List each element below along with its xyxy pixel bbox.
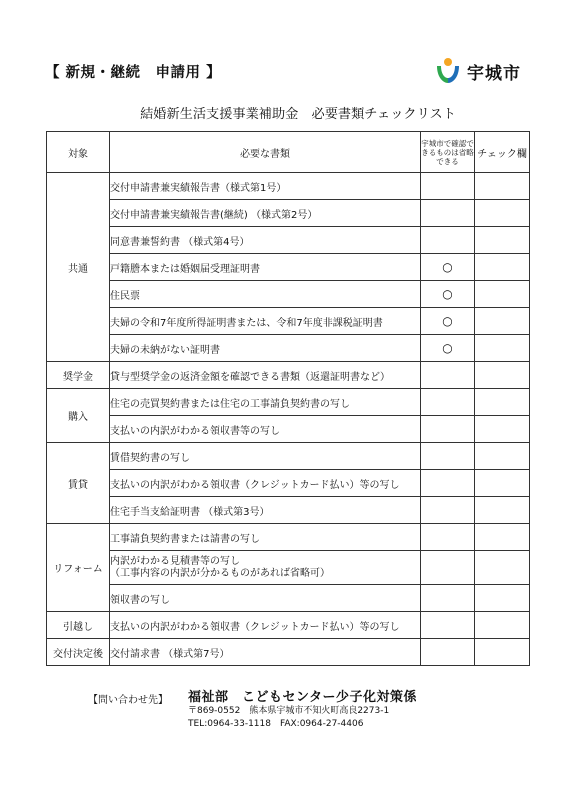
check-cell[interactable] [475, 227, 530, 254]
check-cell[interactable] [475, 524, 530, 551]
table-row [47, 497, 530, 524]
document-checklist-table [46, 131, 530, 666]
document-cell: 夫婦の令和7年度所得証明書または、令和7年度非課税証明書 [110, 308, 421, 335]
document-cell: 貸与型奨学金の返済金額を確認できる書類（返還証明書など） [110, 362, 421, 389]
document-cell: 同意書兼誓約書 （様式第4号） [110, 227, 421, 254]
document-cell: 賃借契約書の写し [110, 443, 421, 470]
table-row [47, 551, 530, 585]
check-cell[interactable] [475, 497, 530, 524]
document-cell: 戸籍謄本または婚姻届受理証明書 [110, 254, 421, 281]
city-confirm-mark [421, 200, 475, 227]
city-confirm-mark [421, 362, 475, 389]
check-cell[interactable] [475, 173, 530, 200]
contact-phone: TEL:0964-33-1118 FAX:0964-27-4406 [188, 719, 364, 729]
check-cell[interactable] [475, 639, 530, 666]
city-confirm-mark [421, 173, 475, 200]
document-cell: 交付申請書兼実績報告書(継続) （様式第2号） [110, 200, 421, 227]
city-emblem-icon [435, 57, 461, 85]
check-cell[interactable] [475, 416, 530, 443]
city-confirm-mark [421, 612, 475, 639]
table-row [47, 200, 530, 227]
table-row [47, 612, 530, 639]
category-cell: 交付決定後 [47, 639, 110, 666]
city-name: 宇城市 [467, 63, 521, 84]
category-cell: 共通 [47, 173, 110, 362]
city-confirm-mark [421, 524, 475, 551]
table-row [47, 362, 530, 389]
document-cell: 支払いの内訳がわかる領収書（クレジットカード払い）等の写し [110, 612, 421, 639]
document-cell: 住宅の売買契約書または住宅の工事請負契約書の写し [110, 389, 421, 416]
check-cell[interactable] [475, 200, 530, 227]
city-confirm-mark [421, 585, 475, 612]
check-cell[interactable] [475, 335, 530, 362]
city-confirm-mark [421, 497, 475, 524]
document-cell: 住宅手当支給証明書 （様式第3号） [110, 497, 421, 524]
category-cell: 購入 [47, 389, 110, 443]
contact-details [188, 705, 389, 731]
document-cell [110, 551, 421, 585]
check-cell[interactable] [475, 443, 530, 470]
check-cell[interactable] [475, 585, 530, 612]
city-confirm-mark [421, 551, 475, 585]
document-cell: 交付請求書 （様式第7号） [110, 639, 421, 666]
table-row [47, 254, 530, 281]
document-cell: 交付申請書兼実績報告書（様式第1号） [110, 173, 421, 200]
contact-label: 【問い合わせ先】 [88, 695, 168, 706]
city-confirm-mark: ○ [421, 335, 475, 362]
header-target: 対象 [47, 132, 110, 173]
document-note: （工事内容の内訳が分かるものがあれば省略可） [110, 567, 330, 579]
contact-address: 〒869-0552 熊本県宇城市不知火町高良2273-1 [188, 706, 390, 716]
check-cell[interactable] [475, 254, 530, 281]
document-cell: 支払いの内訳がわかる領収書（クレジットカード払い）等の写し [110, 470, 421, 497]
check-cell[interactable] [475, 551, 530, 585]
city-confirm-mark [421, 227, 475, 254]
table-row [47, 443, 530, 470]
city-confirm-mark [421, 443, 475, 470]
header-documents: 必要な書類 [110, 132, 421, 173]
city-confirm-mark [421, 639, 475, 666]
check-cell[interactable] [475, 281, 530, 308]
table-row [47, 389, 530, 416]
check-cell[interactable] [475, 612, 530, 639]
table-row [47, 308, 530, 335]
category-cell: 奨学金 [47, 362, 110, 389]
check-cell[interactable] [475, 362, 530, 389]
table-row [47, 173, 530, 200]
table-row [47, 227, 530, 254]
table-row [47, 524, 530, 551]
document-name: 内訳がわかる見積書等の写し [110, 555, 240, 567]
city-confirm-mark: ○ [421, 254, 475, 281]
check-cell[interactable] [475, 308, 530, 335]
check-cell[interactable] [475, 389, 530, 416]
city-confirm-mark [421, 416, 475, 443]
table-row [47, 416, 530, 443]
category-cell: 賃貸 [47, 443, 110, 524]
city-confirm-mark: ○ [421, 308, 475, 335]
table-row [47, 470, 530, 497]
table-row [47, 281, 530, 308]
category-cell: リフォーム [47, 524, 110, 612]
header-city-confirm: 宇城市で確認できるものは省略できる [421, 132, 475, 173]
city-confirm-mark [421, 470, 475, 497]
header-check: チェック欄 [475, 132, 530, 173]
document-cell: 住民票 [110, 281, 421, 308]
document-cell: 工事請負契約書または請書の写し [110, 524, 421, 551]
contact-department: 福祉部 こどもセンター少子化対策係 [188, 690, 417, 705]
application-type-label: 【 新規・継続 申請用 】 [45, 65, 222, 81]
check-cell[interactable] [475, 470, 530, 497]
document-cell: 夫婦の未納がない証明書 [110, 335, 421, 362]
city-confirm-mark [421, 389, 475, 416]
city-logo [435, 57, 521, 85]
table-row [47, 335, 530, 362]
document-cell: 領収書の写し [110, 585, 421, 612]
table-row [47, 639, 530, 666]
page-title: 結婚新生活支援事業補助金 必要書類チェックリスト [140, 107, 456, 122]
city-confirm-mark: ○ [421, 281, 475, 308]
table-row [47, 585, 530, 612]
document-cell: 支払いの内訳がわかる領収書等の写し [110, 416, 421, 443]
category-cell: 引越し [47, 612, 110, 639]
